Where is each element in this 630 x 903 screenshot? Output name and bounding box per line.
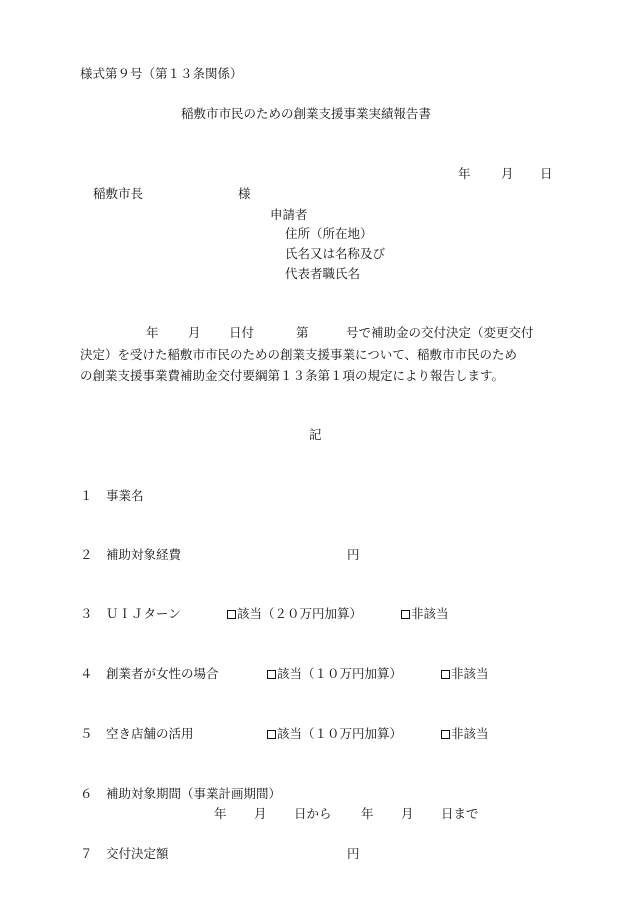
- ki-heading: 記: [309, 427, 322, 442]
- item6-from-year: 年: [214, 806, 227, 821]
- item6-from-day: 日から: [294, 806, 332, 821]
- applicant-address: 住所（所在地）: [285, 226, 373, 241]
- date-day: 日: [540, 166, 553, 181]
- body-ref-no: 第: [296, 325, 309, 340]
- item3-option-yes-label: 該当（２０万円加算）: [237, 606, 363, 621]
- date-month: 月: [501, 166, 514, 181]
- item6-from-month: 月: [254, 806, 267, 821]
- item5-option-no[interactable]: [441, 726, 489, 742]
- item2-number: ２: [80, 547, 93, 562]
- item6-number: ６: [80, 786, 93, 801]
- date-year: 年: [458, 166, 471, 181]
- applicant-label: 申請者: [270, 207, 308, 222]
- form-number: 様式第９号（第１３条関係）: [80, 66, 243, 81]
- item6-to-day: 日まで: [441, 806, 479, 821]
- item5-option-no-label: 非該当: [451, 726, 489, 741]
- item7-number: ７: [80, 846, 93, 861]
- item4-label: 創業者が女性の場合: [106, 666, 219, 681]
- item3-option-no[interactable]: [401, 606, 449, 622]
- item1-label: 事業名: [106, 488, 144, 503]
- item3-option-no-label: 非該当: [411, 606, 449, 621]
- item4-option-no-label: 非該当: [451, 666, 489, 681]
- document-title: 稲敷市市民のための創業支援事業実績報告書: [181, 106, 432, 121]
- item3-label: ＵＩＪターン: [106, 606, 181, 621]
- item1-number: １: [80, 488, 93, 503]
- item4-option-yes[interactable]: [267, 666, 402, 682]
- body-line1-tail: 号で補助金の交付決定（変更交付: [346, 325, 534, 340]
- item5-label: 空き店舗の活用: [106, 726, 194, 741]
- item5-option-yes-label: 該当（１０万円加算）: [277, 726, 403, 741]
- addressee-name: 稲敷市長: [93, 186, 144, 201]
- item5-number: ５: [80, 726, 93, 741]
- item7-label: 交付決定額: [106, 846, 169, 861]
- item4-checkbox-no[interactable]: [441, 670, 450, 679]
- body-ref-year: 年: [146, 325, 159, 340]
- body-ref-day: 日付: [229, 325, 255, 340]
- item3-option-yes[interactable]: [227, 606, 362, 622]
- item5-checkbox-yes[interactable]: [267, 730, 276, 739]
- item4-number: ４: [80, 666, 93, 681]
- item7-unit: 円: [347, 846, 360, 861]
- item5-option-yes[interactable]: [267, 726, 402, 742]
- addressee-honorific: 様: [238, 186, 251, 201]
- item6-to-month: 月: [401, 806, 414, 821]
- item4-option-yes-label: 該当（１０万円加算）: [277, 666, 403, 681]
- item2-unit: 円: [347, 547, 360, 562]
- item6-label: 補助対象期間（事業計画期間）: [106, 786, 282, 801]
- item5-checkbox-no[interactable]: [441, 730, 450, 739]
- item4-option-no[interactable]: [441, 666, 489, 682]
- body-line2: 決定）を受けた稲敷市市民のための創業支援事業について、稲敷市市民のため: [80, 347, 518, 362]
- item6-to-year: 年: [361, 806, 374, 821]
- item3-checkbox-no[interactable]: [401, 610, 410, 619]
- item3-checkbox-yes[interactable]: [227, 610, 236, 619]
- applicant-representative: 代表者職氏名: [285, 266, 361, 281]
- applicant-name: 氏名又は名称及び: [285, 246, 386, 261]
- item2-label: 補助対象経費: [106, 547, 182, 562]
- item4-checkbox-yes[interactable]: [267, 670, 276, 679]
- item3-number: ３: [80, 606, 93, 621]
- body-ref-month: 月: [188, 325, 201, 340]
- body-line3: の創業支援事業費補助金交付要綱第１３条第１項の規定により報告します。: [80, 368, 505, 383]
